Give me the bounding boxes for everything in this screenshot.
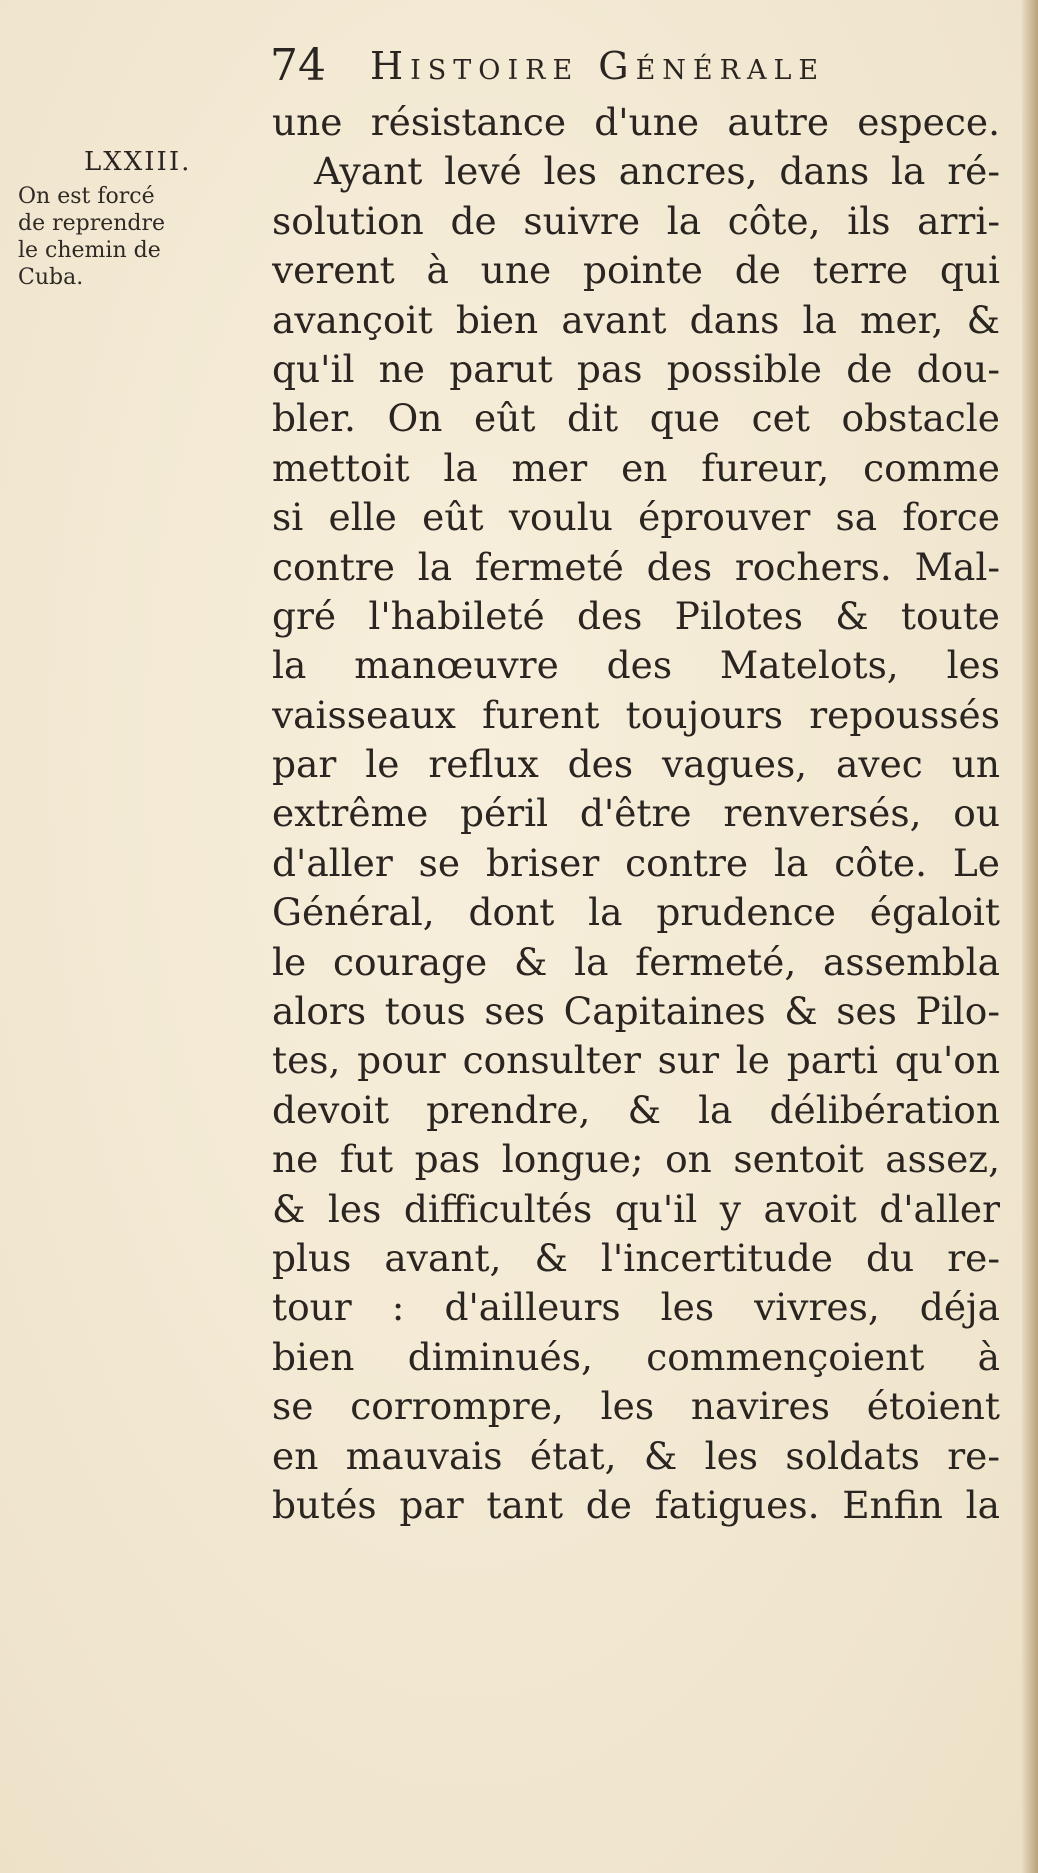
text-line: devoit prendre, & la délibération [272, 1087, 1000, 1132]
text-line: tes, pour consulter sur le parti qu'on [272, 1038, 1000, 1083]
text-line: mettoit la mer en fureur, comme [272, 445, 1000, 490]
text-line: bien diminués, commençoient à [272, 1334, 1000, 1379]
text-line: qu'il ne parut pas possible de dou- [272, 346, 1000, 391]
text-line: Ayant levé les ancres, dans la ré- [314, 149, 1000, 194]
text-line: verent à une pointe de terre qui [272, 248, 1000, 293]
margin-note-line: Cuba. [18, 265, 84, 290]
text-line: tour : d'ailleurs les vivres, déja [272, 1285, 1000, 1330]
margin-note [18, 183, 263, 291]
running-title: Histoire Générale [370, 44, 826, 88]
text-line: ne fut pas longue; on sentoit assez, [272, 1137, 1000, 1182]
page-header [270, 30, 990, 90]
page-edge [1022, 0, 1038, 1873]
text-line: si elle eût voulu éprouver sa force [272, 495, 1000, 540]
text-line: alors tous ses Capitaines & ses Pilo- [272, 989, 1000, 1034]
text-line: solution de suivre la côte, ils arri- [272, 198, 1000, 243]
page-number: 74 [270, 40, 326, 91]
text-line: d'aller se briser contre la côte. Le [272, 840, 1000, 885]
text-line: bler. On eût dit que cet obstacle [272, 396, 1000, 441]
text-line: en mauvais état, & les soldats re- [272, 1433, 1000, 1478]
text-line: vaisseaux furent toujours repoussés [272, 692, 1000, 737]
margin-note-line: On est forcé [18, 184, 155, 209]
text-line: la manœuvre des Matelots, les [272, 643, 1000, 688]
margin-note-line: le chemin de [18, 238, 161, 263]
text-line: & les difficultés qu'il y avoit d'aller [272, 1186, 1000, 1231]
text-line: gré l'habileté des Pilotes & toute [272, 593, 1000, 638]
text-line: se corrompre, les navires étoient [272, 1384, 1000, 1429]
text-line: avançoit bien avant dans la mer, & [272, 297, 1000, 342]
text-line: plus avant, & l'incertitude du re- [272, 1235, 1000, 1280]
text-line: contre la fermeté des rochers. Mal- [272, 544, 1000, 589]
margin-note-line: de reprendre [18, 211, 166, 236]
text-line: une résistance d'une autre espece. [272, 100, 1000, 144]
text-line: butés par tant de fatigues. Enfin la [272, 1482, 1000, 1527]
text-line: extrême péril d'être renversés, ou [272, 791, 1000, 836]
text-line: par le reflux des vagues, avec un [272, 742, 1000, 787]
body-text [272, 98, 1000, 1530]
text-line: le courage & la fermeté, assembla [272, 939, 1000, 984]
text-line: Général, dont la prudence égaloit [272, 890, 1000, 935]
chapter-number: LXXIII. [84, 147, 192, 177]
